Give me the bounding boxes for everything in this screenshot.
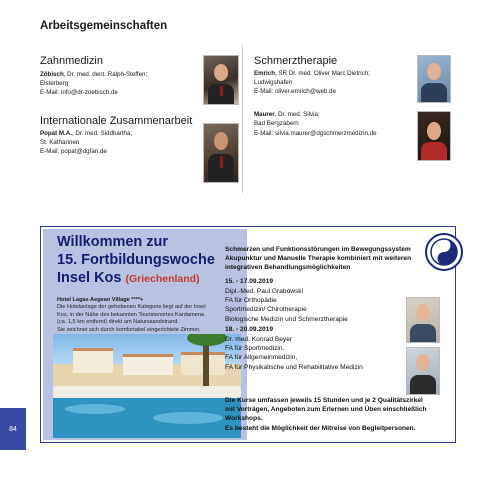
contact-name: Popat M.A. <box>40 130 72 137</box>
portrait-photo <box>406 347 440 395</box>
ad-title-line2: 15. Fortbildungswoche <box>57 252 215 268</box>
contact-name: Zöbisch <box>40 71 64 78</box>
contact-title: , Dr. med. dent. Ralph-Steffen; <box>63 71 148 78</box>
hotel-description: Hotel Lagas Aegean Village ****+ Die Hotelanlage der gehobenen Kategorie liegt auf der Insel Kos, in der Nähe des bekannten Touristenortes Kardamena (ca. 1,5 km entfernt) direkt am Naturssandstrand. Sie zeichnet sich durch komfortabel eingerichtete Zimmer, <box>57 297 243 349</box>
contact-emrich <box>254 69 414 96</box>
section-title-schmerztherapie: Schmerztherapie <box>254 55 338 67</box>
portrait-photo <box>417 55 451 103</box>
contact-name: Emrich <box>254 70 275 77</box>
portrait-photo <box>203 55 239 105</box>
page-heading: Arbeitsgemeinschaften <box>40 20 168 32</box>
contact-zoebisch <box>40 70 200 97</box>
course-advertisement <box>40 226 456 443</box>
portrait-photo <box>203 123 239 183</box>
course-closing-text: Die Kurse umfassen jeweils 15 Stunden und je 2 Qualitätszirkel mit Vorträgen, Angeboten zum Erlernen und Üben einschließlich Workshops. Es besteht die Möglichkeit der Mitreise von Begleitpersonen. <box>225 397 427 432</box>
contact-title: , Dr. med. Siddhartha; <box>71 130 133 137</box>
contact-popat <box>40 129 200 156</box>
block2-instructor: Dr. med. Konrad Beyer FA für Sportmedizin, FA für Allgemeinmedizin, FA für Physikalische und Rehabilitative Medizin <box>225 336 363 371</box>
block2-date: 18. - 20.09.2019 <box>225 326 274 333</box>
section-title-internationale: Internationale Zusammenarbeit <box>40 115 193 127</box>
resort-photo <box>53 334 241 438</box>
contact-email: E-Mail: info@dr-zoebisch.de <box>40 89 118 96</box>
contact-name: Maurer <box>254 111 275 118</box>
page-number: 84 <box>0 408 26 450</box>
contact-title: , Dr. med. Silvia; <box>274 111 320 118</box>
ad-left-panel <box>43 229 247 440</box>
course-intro: Schmerzen und Funktionsstörungen im Bewegungssystem Akupunktur und Manuelle Therapie kombiniert mit weiteren integrativen Behandlungsmöglichkeiten <box>225 246 412 272</box>
ad-country: (Griechenland) <box>125 273 200 285</box>
contact-email: E-Mail: silvia.maurer@dgschmerzmedizin.de <box>254 130 377 137</box>
ad-title-line1: Willkommen zur <box>57 234 169 250</box>
portrait-photo <box>417 111 451 161</box>
hotel-name: Hotel Lagas Aegean Village ****+ <box>57 297 144 303</box>
contact-city: Bad Bergzabern <box>254 120 299 127</box>
contact-maurer <box>254 110 419 138</box>
portrait-photo <box>406 297 440 343</box>
section-title-zahnmedizin: Zahnmedizin <box>40 55 103 67</box>
contact-email: E-Mail: popat@dgfan.de <box>40 148 107 155</box>
ad-location: Insel Kos <box>57 270 122 286</box>
ad-title-line3 <box>57 269 200 288</box>
contact-email: E-Mail: oliver.emrich@web.de <box>254 88 336 95</box>
block1-date: 15. - 17.09.2019 <box>225 278 274 285</box>
contact-city: Elsterberg <box>40 80 69 87</box>
contact-title: , SR Dr. med. Oliver Marc Dietrich; <box>274 70 370 77</box>
block1-instructor: Dipl.-Med. Paul Grabowski FA für Orthopädie Sportmedizin/ Chirotherapie Biologische Medizin und Schmerztherapie <box>225 288 348 323</box>
column-divider <box>242 45 243 193</box>
contact-city: St. Katharinen <box>40 139 80 146</box>
contact-city: Ludwigshafen <box>254 79 293 86</box>
